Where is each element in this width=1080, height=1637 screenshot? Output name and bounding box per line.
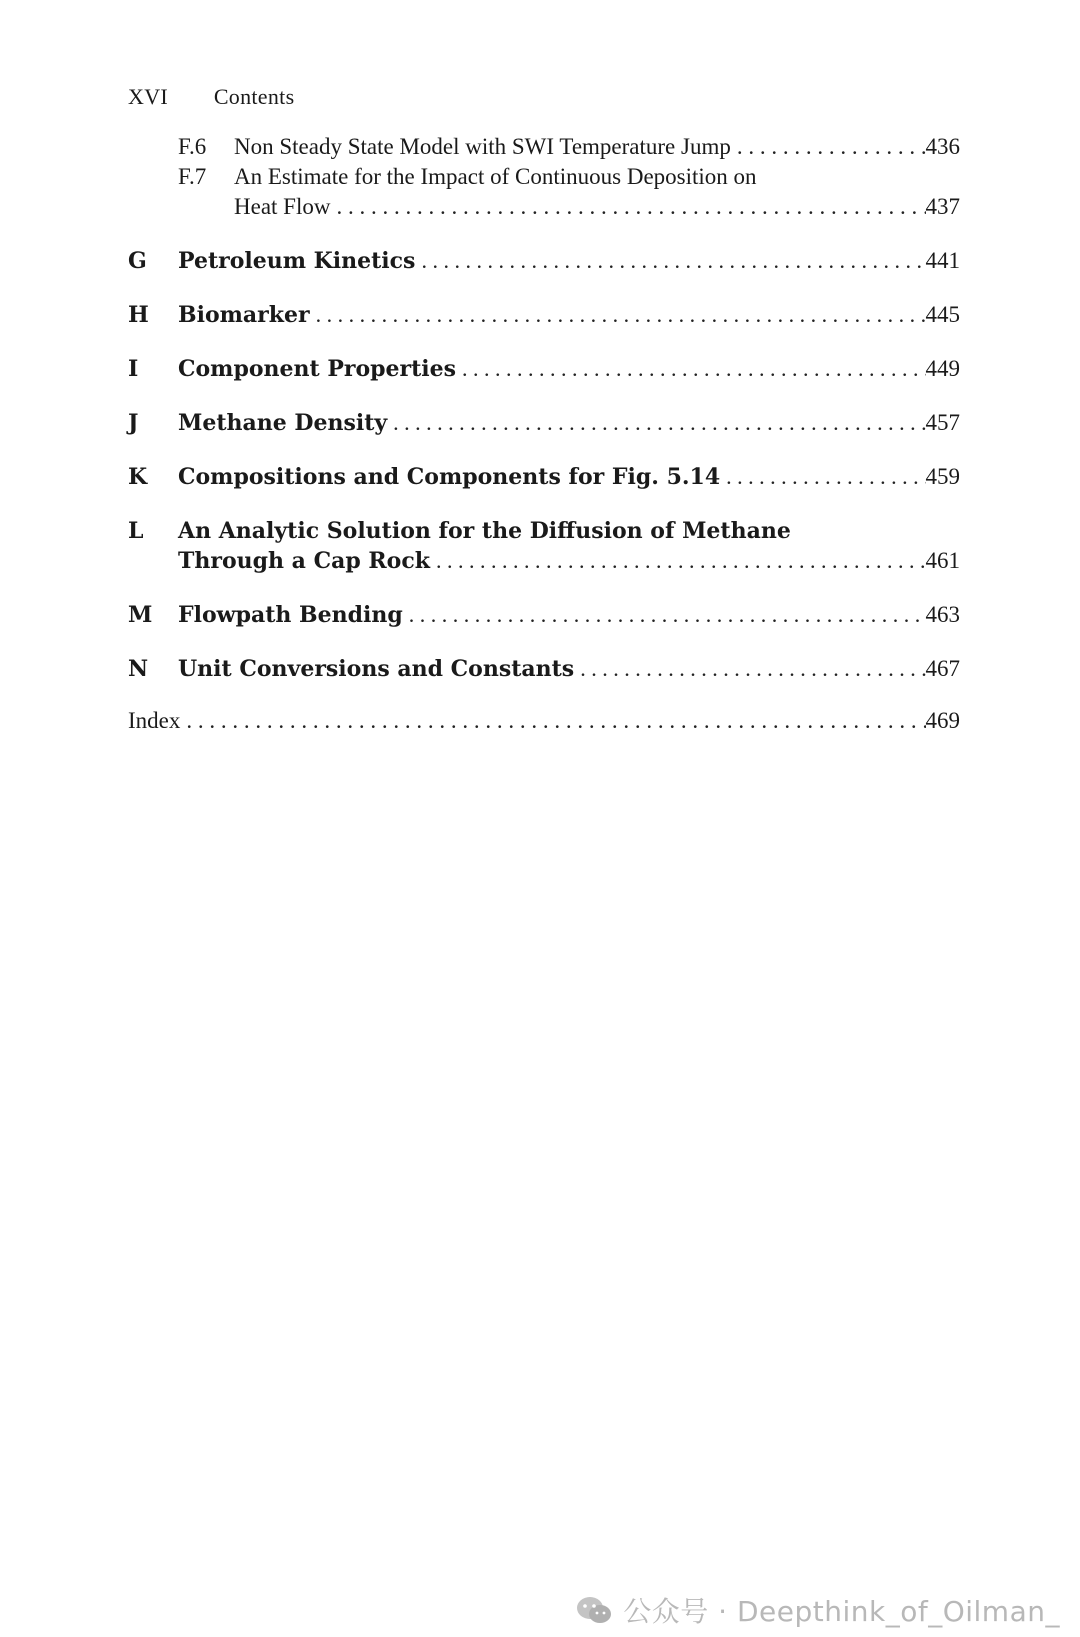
dot-leader (403, 600, 926, 630)
toc-entry-number: F.6 (178, 134, 207, 159)
appendix-letter: J (128, 410, 139, 436)
toc-entry-f7[interactable] (128, 162, 960, 192)
dot-leader (720, 462, 925, 492)
table-of-contents (128, 132, 960, 736)
dot-leader (574, 654, 925, 684)
appendix-page: 457 (925, 410, 960, 435)
toc-appendix-g[interactable] (128, 246, 960, 276)
toc-appendix-j[interactable] (128, 408, 960, 438)
appendix-title: Biomarker (178, 302, 310, 328)
toc-entry-page: 436 (925, 134, 960, 159)
appendix-title: Compositions and Components for Fig. 5.14 (178, 464, 721, 490)
toc-appendix-m[interactable] (128, 600, 960, 630)
appendix-page: 441 (925, 248, 960, 273)
toc-entry-f7-continued[interactable] (128, 192, 960, 222)
appendix-title-line2: Through a Cap Rock (178, 548, 430, 574)
appendix-title: Unit Conversions and Constants (178, 656, 575, 682)
toc-index[interactable] (128, 706, 960, 736)
appendix-title: Petroleum Kinetics (178, 248, 416, 274)
watermark-text: 公众号 · Deepthink_of_Oilman_ (623, 1595, 1060, 1628)
toc-entry-title-line1: An Estimate for the Impact of Continuous Deposition on (234, 164, 757, 189)
toc-entry-title: Non Steady State Model with SWI Temperature Jump (234, 134, 731, 159)
index-title: Index (128, 708, 181, 733)
appendix-title: Component Properties (178, 356, 457, 382)
dot-leader (731, 132, 926, 162)
toc-entry-f6[interactable] (128, 132, 960, 162)
dot-leader (180, 706, 925, 736)
toc-appendix-h[interactable] (128, 300, 960, 330)
dot-leader (310, 300, 926, 330)
running-title: Contents (213, 84, 295, 109)
watermark (575, 1590, 1060, 1630)
dot-leader (430, 546, 926, 576)
toc-appendix-l[interactable] (128, 516, 960, 546)
appendix-letter: M (128, 602, 153, 628)
page-number-roman: XVI (128, 84, 169, 109)
toc-entry-title-line2: Heat Flow (234, 194, 331, 219)
appendix-page: 461 (925, 548, 960, 573)
appendix-page: 445 (925, 302, 960, 327)
toc-entry-number: F.7 (178, 164, 207, 189)
appendix-page: 459 (925, 464, 960, 489)
toc-appendix-l-continued[interactable] (128, 546, 960, 576)
toc-appendix-k[interactable] (128, 462, 960, 492)
running-header (128, 84, 294, 110)
dot-leader (330, 192, 925, 222)
toc-entry-line (234, 192, 960, 222)
toc-appendix-i[interactable] (128, 354, 960, 384)
appendix-page: 449 (925, 356, 960, 381)
appendix-title: Flowpath Bending (178, 602, 403, 628)
appendix-page: 467 (925, 656, 960, 681)
appendix-letter: L (128, 518, 144, 544)
appendix-letter: I (128, 356, 139, 382)
toc-appendix-n[interactable] (128, 654, 960, 684)
toc-entry-line (234, 132, 960, 162)
appendix-letter: G (128, 248, 147, 274)
dot-leader (456, 354, 925, 384)
dot-leader (387, 408, 925, 438)
appendix-letter: N (128, 656, 149, 682)
wechat-icon (575, 1595, 613, 1625)
appendix-letter: H (128, 302, 149, 328)
appendix-title: Methane Density (178, 410, 388, 436)
dot-leader (415, 246, 925, 276)
appendix-title-line1: An Analytic Solution for the Diffusion of Methane (178, 518, 791, 544)
appendix-page: 463 (925, 602, 960, 627)
index-page: 469 (925, 708, 960, 733)
appendix-letter: K (128, 464, 148, 490)
toc-entry-page: 437 (925, 194, 960, 219)
